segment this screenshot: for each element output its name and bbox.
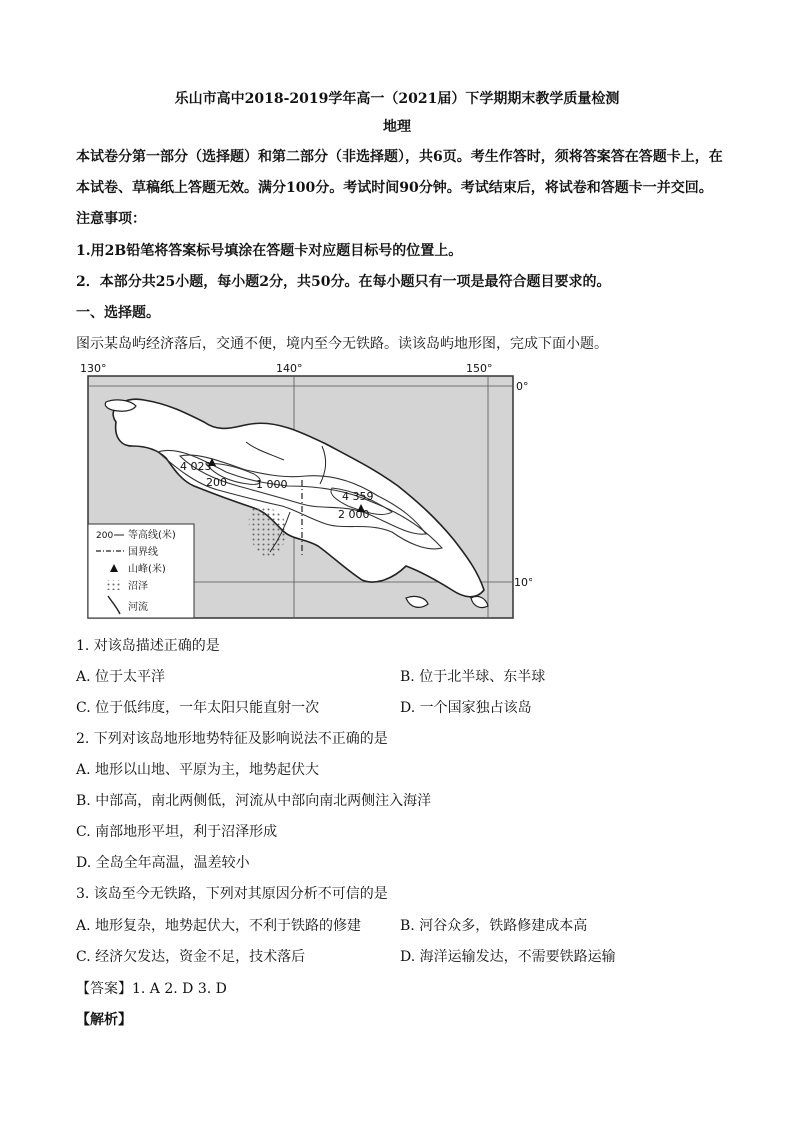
question-stem: 图示某岛屿经济落后，交通不便，境内至今无铁路。读该岛屿地形图，完成下面小题。 xyxy=(76,336,608,352)
lon-label-150: 150° xyxy=(466,362,493,375)
note-2: 2．本部分共25小题，每小题2分，共50分。在每小题只有一项是最符合题目要求的。 xyxy=(76,274,611,290)
lon-label-140: 140° xyxy=(276,362,303,375)
legend-border-label: 国界线 xyxy=(128,547,158,558)
lat-label-0: 0° xyxy=(516,380,529,393)
q1-option-a: A. 位于太平洋 xyxy=(76,669,166,685)
notes-title: 注意事项： xyxy=(76,211,146,227)
q3-option-c: C. 经济欠发达，资金不足，技术落后 xyxy=(76,949,306,965)
intro-line-2: 本试卷、草稿纸上答题无效。满分100分。考试时间90分钟。考试结束后，将试卷和答题卡一并交回。 xyxy=(76,180,713,196)
legend-peak-label: 山峰(米) xyxy=(128,564,166,575)
lon-label-130: 130° xyxy=(80,362,107,375)
page-title: 乐山市高中2018-2019学年高一（2021届）下学期期末教学质量检测 xyxy=(174,91,620,107)
peak-west-label: 4 023 xyxy=(180,460,212,473)
q2-option-d: D. 全岛全年高温，温差较小 xyxy=(76,855,250,871)
legend-swamp-icon xyxy=(106,580,122,590)
q3-option-a: A. 地形复杂，地势起伏大，不利于铁路的修建 xyxy=(76,918,362,934)
legend-river-label: 河流 xyxy=(128,602,148,613)
contour-200-label: 200 xyxy=(206,476,227,489)
q1-option-d: D. 一个国家独占该岛 xyxy=(400,700,532,716)
lat-label-10: 10° xyxy=(514,576,532,589)
q3-option-b: B. 河谷众多，铁路修建成本高 xyxy=(400,918,588,934)
note-1: 1.用2B铅笔将答案标号填涂在答题卡对应题目标号的位置上。 xyxy=(76,243,463,259)
answer-line: 【答案】1. A 2. D 3. D xyxy=(76,981,227,997)
q1-stem: 1. 对该岛描述正确的是 xyxy=(76,638,220,654)
q3-option-d: D. 海洋运输发达，不需要铁路运输 xyxy=(400,949,616,965)
q3-stem: 3. 该岛至今无铁路，下列对其原因分析不可信的是 xyxy=(76,886,388,902)
q2-option-a: A. 地形以山地、平原为主，地势起伏大 xyxy=(76,762,320,778)
q2-option-c: C. 南部地形平坦，利于沼泽形成 xyxy=(76,824,278,840)
legend-contour-sample: 200 xyxy=(96,531,114,541)
island-terrain-map xyxy=(76,362,532,620)
subject-title: 地理 xyxy=(383,119,411,135)
legend-contour-label: 等高线(米) xyxy=(128,530,176,541)
analysis-label: 【解析】 xyxy=(76,1012,132,1028)
contour-1000-label: 1 000 xyxy=(256,478,288,491)
q1-option-c: C. 位于低纬度，一年太阳只能直射一次 xyxy=(76,700,320,716)
q2-stem: 2. 下列对该岛地形地势特征及影响说法不正确的是 xyxy=(76,731,388,747)
legend-swamp-label: 沼泽 xyxy=(128,581,148,592)
contour-2000-label: 2 000 xyxy=(338,508,370,521)
intro-line-1: 本试卷分第一部分（选择题）和第二部分（非选择题），共6页。考生作答时，须将答案答在答题卡上，在 xyxy=(76,149,723,165)
q1-option-b: B. 位于北半球、东半球 xyxy=(400,669,546,685)
section-title: 一、选择题。 xyxy=(76,305,160,321)
q2-option-b: B. 中部高，南北两侧低，河流从中部向南北两侧注入海洋 xyxy=(76,793,432,809)
peak-east-label: 4 359 xyxy=(342,490,374,503)
